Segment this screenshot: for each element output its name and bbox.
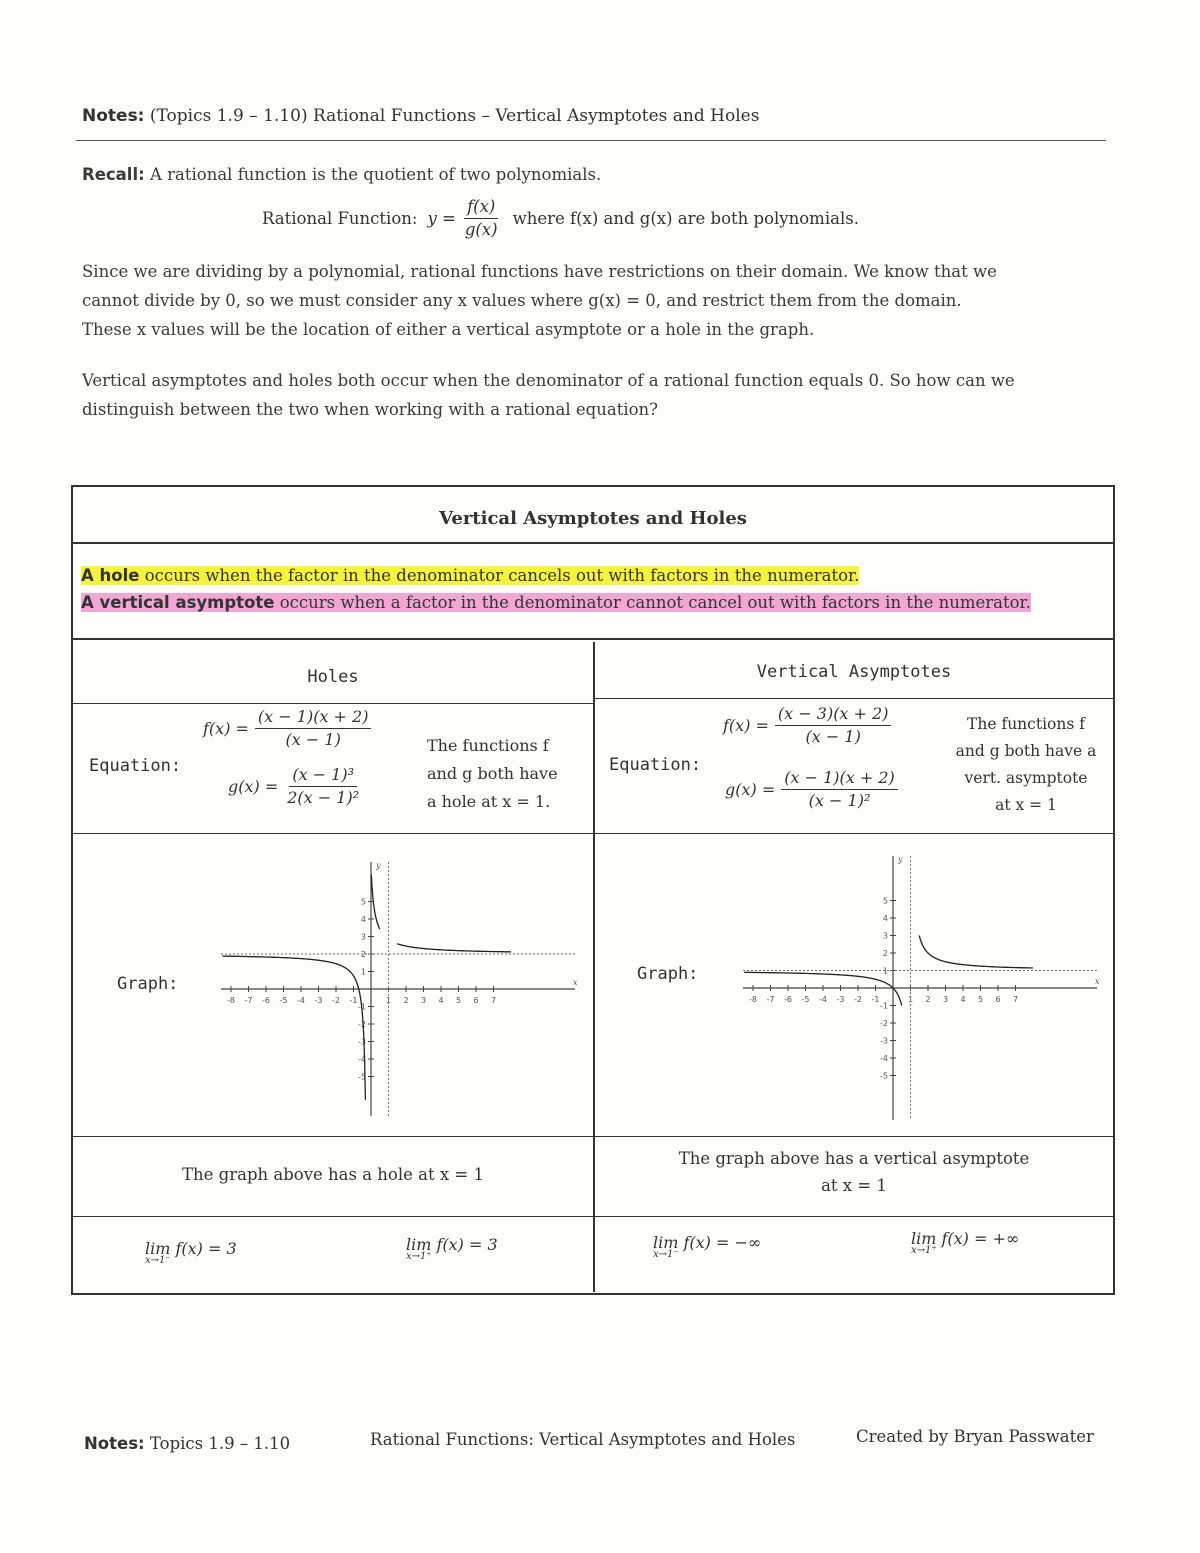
y-tick-label: -4: [880, 1054, 888, 1063]
rules-row: [73, 544, 1113, 640]
va-equation-cell: [595, 699, 1113, 834]
y-tick-label: 1: [882, 966, 888, 976]
x-tick-label: -6: [784, 995, 792, 1004]
recall-line: [82, 160, 1092, 189]
x-tick-label: -4: [819, 995, 827, 1004]
x-tick-label: 5: [455, 996, 462, 1005]
x-tick-label: -5: [801, 995, 810, 1004]
x-tick-label: -5: [279, 996, 288, 1005]
limit-expression: lim f(x) = −∞: [653, 1233, 762, 1252]
x-tick-label: -6: [262, 996, 270, 1005]
va-heading: Vertical Asymptotes: [595, 642, 1113, 699]
x-tick-label: -3: [836, 995, 845, 1004]
rational-function-formula: [262, 196, 859, 241]
footer-left: [84, 1434, 290, 1453]
paragraph-line: Since we are dividing by a polynomial, rational functions have restrictions on their domain. We know that we: [82, 262, 997, 281]
y-tick-label: -2: [880, 1019, 888, 1028]
va-rule-text: occurs when a factor in the denominator cannot cancel out with factors in the numerator.: [279, 593, 1031, 612]
y-tick-label: 5: [360, 897, 366, 907]
x-tick-label: -4: [297, 996, 305, 1005]
footer-left-text: Topics 1.9 – 1.10: [149, 1434, 291, 1453]
holes-graph: [213, 854, 583, 1124]
table-title: Vertical Asymptotes and Holes: [73, 487, 1113, 544]
holes-g-denominator: 2(x − 1)²: [287, 788, 360, 807]
va-g-denominator: (x − 1)²: [808, 791, 871, 810]
x-tick-label: -3: [314, 996, 323, 1005]
hole-rule: [81, 566, 859, 585]
va-equation-label: Equation:: [609, 755, 702, 775]
holes-f-label: f(x) =: [203, 719, 249, 738]
va-g-numerator: (x − 1)(x + 2): [781, 767, 898, 790]
y-tick-label: 4: [360, 915, 366, 924]
formula-fraction: [462, 196, 501, 241]
va-left-limit: [653, 1233, 761, 1260]
va-g-label: g(x) =: [725, 780, 776, 799]
holes-limits: [73, 1217, 593, 1293]
va-f-numerator: (x − 3)(x + 2): [775, 703, 892, 726]
paragraph-line: Vertical asymptotes and holes both occur when the denominator of a rational function equals 0. So how can we: [82, 371, 1015, 390]
va-summary: [595, 1137, 1113, 1217]
paragraph-line: These x values will be the location of either a vertical asymptote or a hole in the graph.: [82, 320, 815, 339]
va-rule: [81, 593, 1031, 612]
y-axis-name: y: [376, 861, 381, 870]
y-tick-label: 5: [882, 896, 888, 906]
formula-denominator: g(x): [464, 220, 498, 239]
holes-f-equation: [203, 706, 377, 751]
x-tick-label: 7: [490, 996, 497, 1005]
holes-note-line: The functions f: [427, 736, 549, 755]
holes-g-equation: [228, 764, 368, 809]
x-tick-label: 3: [942, 995, 949, 1004]
question-paragraph: [82, 366, 1092, 424]
function-curve-right: [397, 944, 511, 952]
va-summary-line: The graph above has a vertical asymptote: [678, 1149, 1030, 1168]
limit-subscript: x→1⁺: [406, 1251, 432, 1262]
y-tick-label: -4: [358, 1055, 366, 1064]
x-tick-label: 3: [420, 996, 427, 1005]
hole-rule-text: occurs when the factor in the denominator cancels out with factors in the numerator.: [144, 566, 860, 585]
holes-graph-label: Graph:: [117, 974, 179, 994]
holes-g-label: g(x) =: [228, 777, 279, 796]
hole-rule-highlight: [81, 566, 859, 585]
x-tick-label: 1: [385, 996, 392, 1005]
limit-subscript: x→1⁻: [145, 1255, 171, 1266]
x-tick-label: 6: [995, 995, 1001, 1004]
x-tick-label: 2: [403, 996, 409, 1005]
page-header: [82, 106, 1102, 126]
recall-label: Recall:: [82, 165, 145, 184]
holes-f-fraction: [255, 706, 372, 751]
va-right-limit: [911, 1229, 1019, 1256]
va-note-line: and g both have a: [955, 742, 1097, 760]
x-tick-label: -8: [227, 996, 235, 1005]
limit-subscript: x→1⁻: [653, 1249, 679, 1260]
holes-equation-label: Equation:: [89, 756, 182, 776]
x-tick-label: -7: [766, 995, 775, 1004]
y-tick-label: 1: [360, 967, 366, 977]
holes-equation-cell: [73, 704, 593, 834]
header-title: (Topics 1.9 – 1.10) Rational Functions – Vertical Asymptotes and Holes: [149, 106, 760, 126]
function-curve-right: [919, 936, 1033, 969]
va-note-line: vert. asymptote: [964, 769, 1088, 787]
header-rule: [76, 140, 1106, 141]
x-axis-name: x: [1095, 977, 1100, 986]
holes-g-fraction: [284, 764, 362, 809]
paragraph-line: cannot divide by 0, so we must consider any x values where g(x) = 0, and restrict them from the domain.: [82, 291, 962, 310]
x-tick-label: -7: [244, 996, 253, 1005]
holes-right-limit: [406, 1235, 498, 1262]
hole-rule-bold: A hole: [81, 566, 140, 585]
y-axis-name: y: [898, 855, 903, 864]
holes-graph-cell: [73, 834, 593, 1137]
formula-label: Rational Function:: [262, 209, 418, 228]
x-tick-label: -2: [854, 995, 862, 1004]
va-g-equation: [725, 767, 904, 812]
footer-left-bold: Notes:: [84, 1434, 145, 1453]
va-f-denominator: (x − 1): [805, 727, 861, 746]
y-tick-label: -1: [880, 1001, 888, 1011]
y-tick-label: -3: [358, 1037, 366, 1047]
holes-note-line: a hole at x = 1.: [427, 792, 551, 811]
x-tick-label: -8: [749, 995, 757, 1004]
holes-summary: The graph above has a hole at x = 1: [73, 1137, 593, 1217]
limit-expression: lim f(x) = 3: [145, 1239, 237, 1258]
domain-paragraph: [82, 257, 1092, 344]
footer-center: Rational Functions: Vertical Asymptotes and Holes: [370, 1430, 796, 1449]
x-tick-label: 7: [1012, 995, 1019, 1004]
va-f-label: f(x) =: [723, 716, 769, 735]
holes-f-denominator: (x − 1): [285, 730, 341, 749]
header-prefix: Notes:: [82, 106, 145, 126]
va-note-line: at x = 1: [995, 796, 1057, 814]
x-tick-label: 5: [977, 995, 984, 1004]
formula-y: y =: [427, 209, 456, 228]
va-rule-bold: A vertical asymptote: [81, 593, 275, 612]
recall-text: A rational function is the quotient of two polynomials.: [149, 165, 602, 184]
paragraph-line: distinguish between the two when working with a rational equation?: [82, 400, 659, 419]
y-tick-label: 2: [360, 950, 366, 959]
va-g-fraction: [781, 767, 898, 812]
y-tick-label: -2: [358, 1020, 366, 1029]
va-rule-highlight: [81, 593, 1031, 612]
limit-subscript: x→1⁺: [911, 1245, 937, 1256]
x-tick-label: 4: [438, 996, 444, 1005]
va-f-fraction: [775, 703, 892, 748]
x-tick-label: -2: [332, 996, 340, 1005]
holes-g-numerator: (x − 1)³: [289, 764, 357, 787]
x-tick-label: -1: [349, 996, 358, 1005]
va-summary-line: at x = 1: [821, 1176, 887, 1195]
holes-note-line: and g both have: [427, 764, 558, 783]
va-note-line: The functions f: [967, 715, 1085, 733]
va-graph-label: Graph:: [637, 964, 699, 984]
y-tick-label: 3: [360, 932, 366, 942]
va-graph-cell: [595, 834, 1113, 1137]
y-tick-label: -1: [358, 1002, 366, 1012]
y-tick-label: -5: [358, 1072, 366, 1082]
asymptotes-holes-table: [71, 485, 1115, 1295]
y-tick-label: 3: [882, 931, 888, 941]
holes-f-numerator: (x − 1)(x + 2): [255, 706, 372, 729]
holes-heading: Holes: [73, 642, 593, 704]
va-f-equation: [723, 703, 897, 748]
va-note: [941, 711, 1111, 819]
x-tick-label: 1: [907, 995, 914, 1004]
y-tick-label: 4: [882, 914, 888, 923]
y-tick-label: -5: [880, 1071, 888, 1081]
formula-numerator: f(x): [464, 196, 498, 219]
formula-tail: where f(x) and g(x) are both polynomials.: [512, 209, 859, 228]
limit-expression: lim f(x) = 3: [406, 1235, 498, 1254]
x-tick-label: 6: [473, 996, 479, 1005]
limit-expression: lim f(x) = +∞: [911, 1229, 1020, 1248]
holes-left-limit: [145, 1239, 237, 1266]
y-tick-label: -3: [880, 1036, 888, 1046]
x-tick-label: 2: [925, 995, 931, 1004]
y-tick-label: 2: [882, 949, 888, 958]
footer-right: Created by Bryan Passwater: [856, 1427, 1094, 1446]
x-tick-label: -1: [871, 995, 880, 1004]
va-graph: [735, 848, 1105, 1128]
x-axis-name: x: [573, 978, 578, 987]
va-limits: [595, 1217, 1113, 1293]
x-tick-label: 4: [960, 995, 966, 1004]
holes-note: [427, 732, 558, 816]
